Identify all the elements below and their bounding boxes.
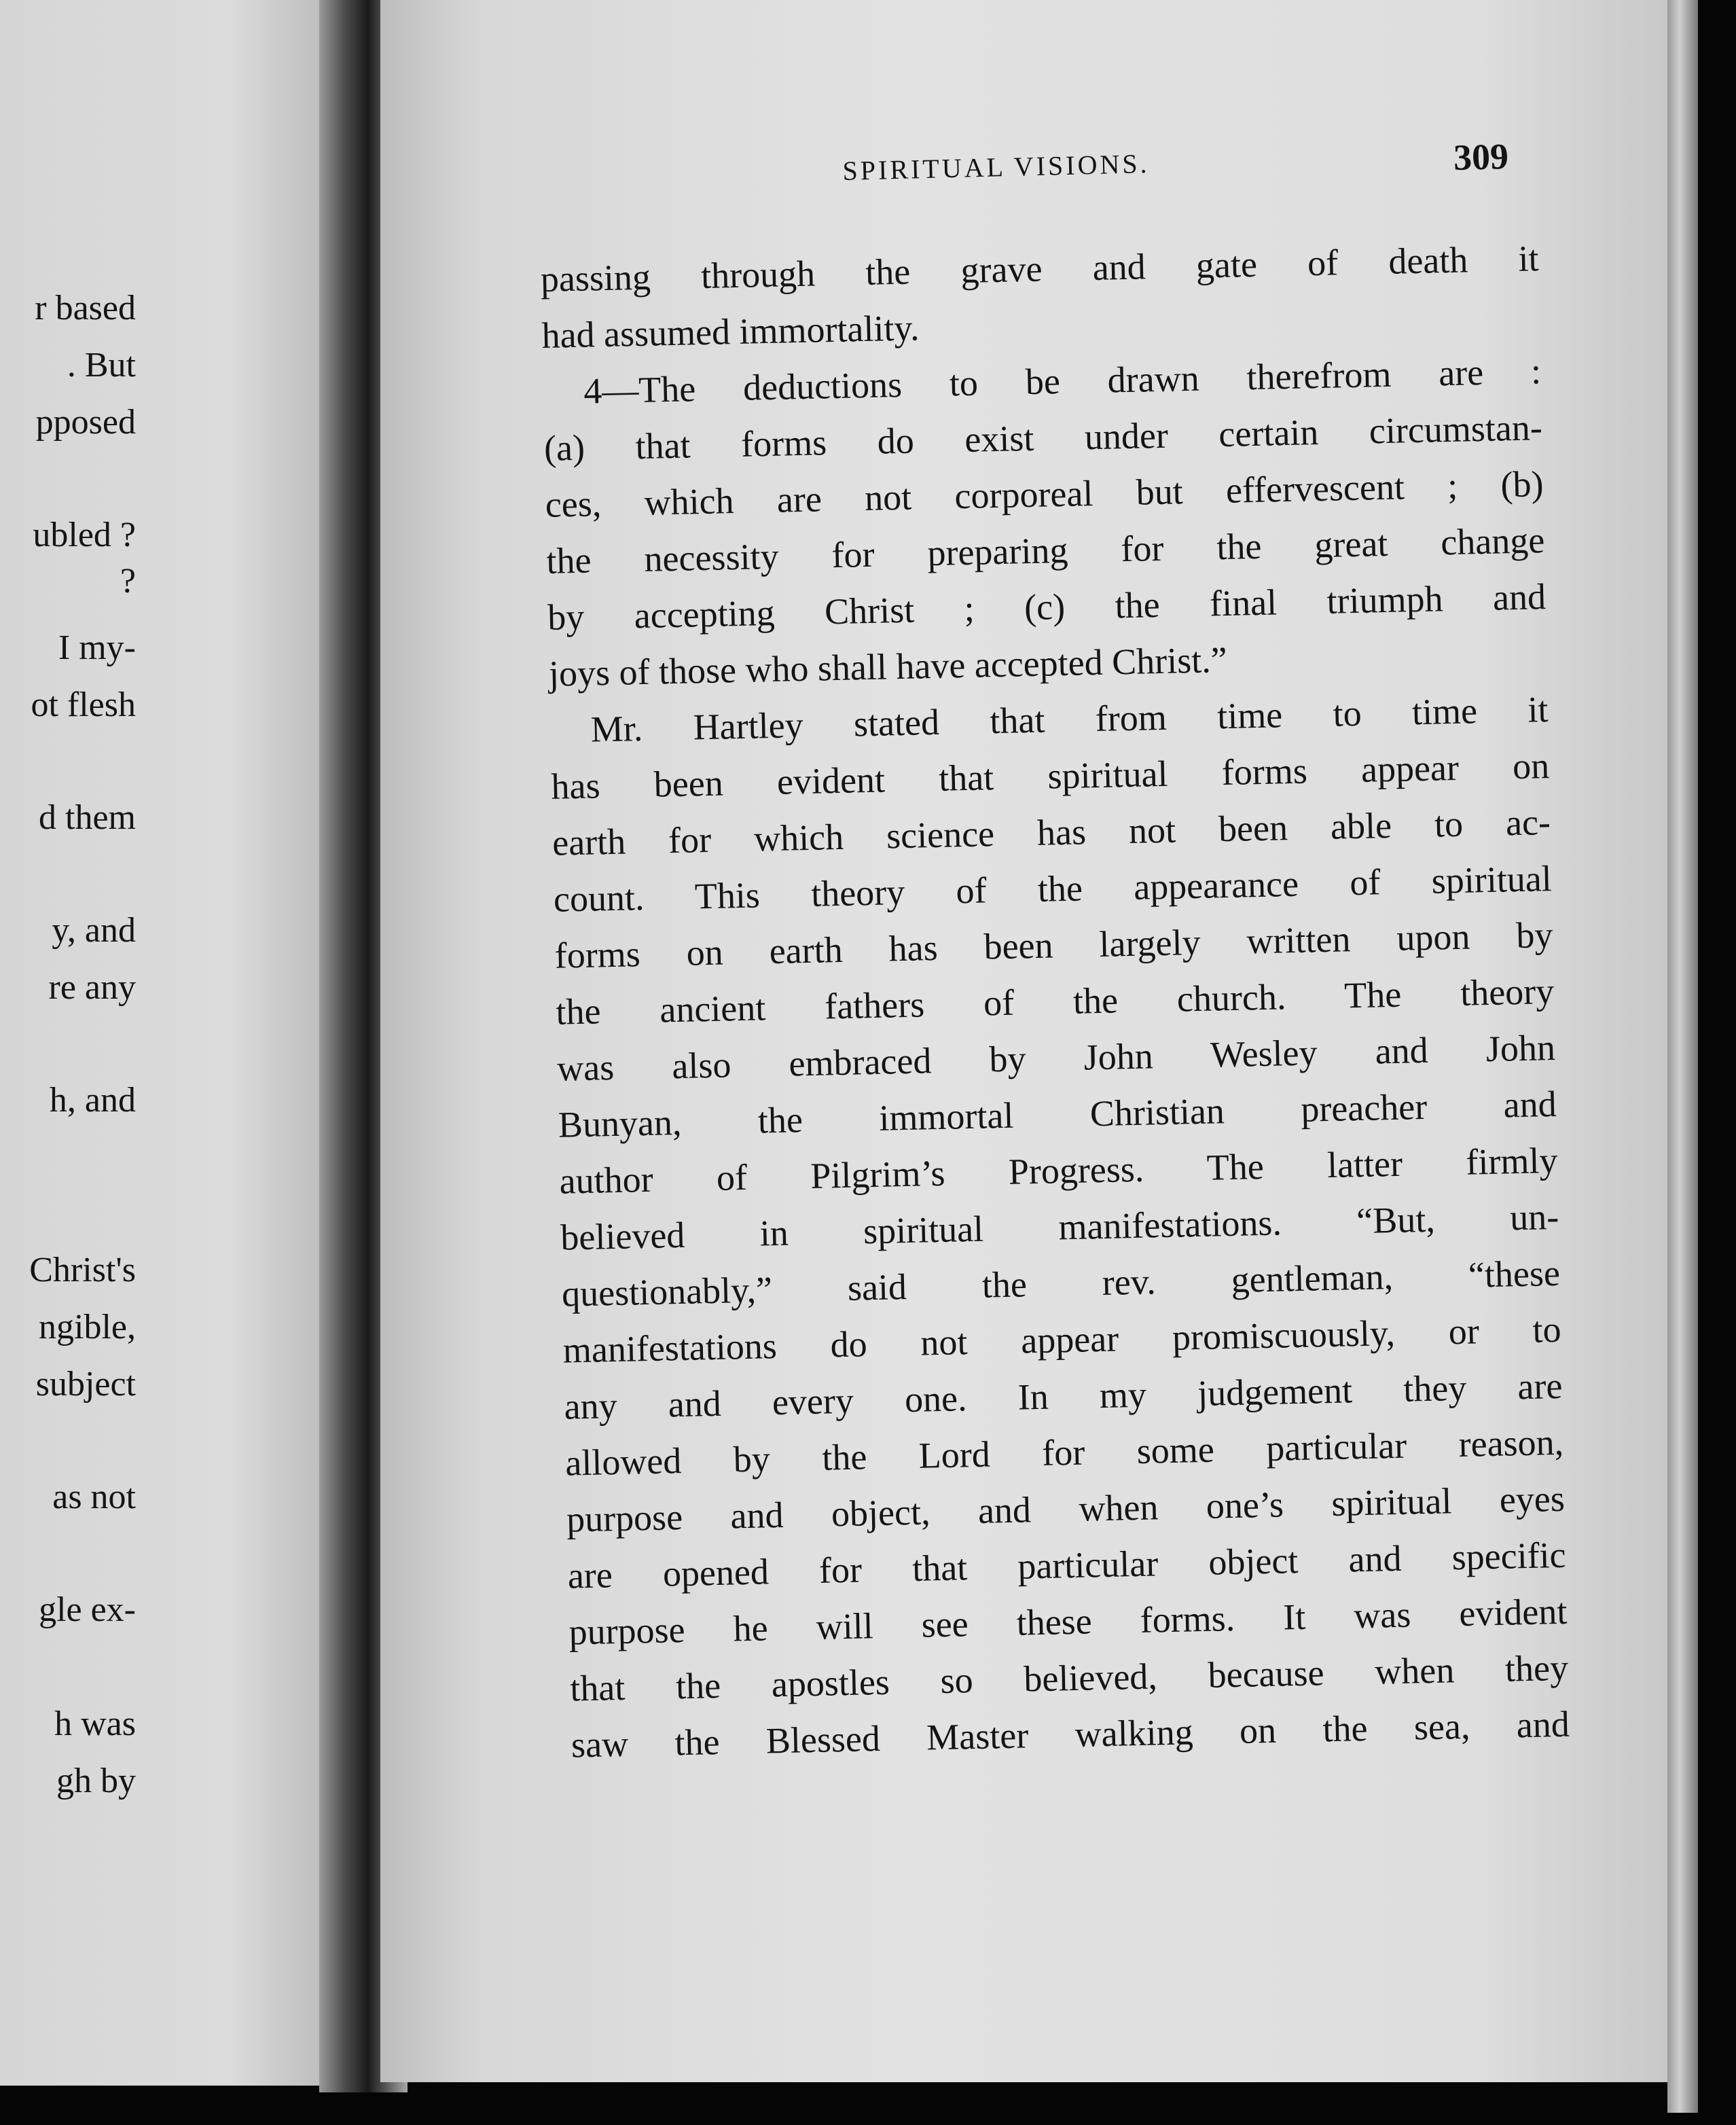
- left-fragment: d them: [39, 798, 136, 837]
- text-line: that the apostles so believed, because when they: [569, 1647, 1569, 1709]
- left-fragment: h was: [54, 1704, 136, 1743]
- text-line: was also embraced by John Wesley and John: [556, 1026, 1556, 1089]
- text-line: author of Pilgrim’s Progress. The latter firmly: [559, 1139, 1558, 1202]
- left-page-text: [0, 0, 136, 2086]
- text-line: saw the Blessed Master walking on the sea, and: [571, 1703, 1570, 1766]
- left-fragment: h, and: [49, 1081, 136, 1120]
- left-fragment: ngible,: [39, 1308, 136, 1346]
- text-line: had assumed immortality.: [541, 307, 920, 356]
- text-line: (a) that forms do exist under certain circumstan-: [543, 407, 1543, 469]
- page-body-text: [540, 230, 1570, 1773]
- text-line: 4—The deductions to be drawn therefrom are :: [583, 351, 1542, 412]
- text-line: forms on earth has been largely written upon by: [554, 914, 1554, 976]
- left-fragment: re any: [48, 968, 136, 1007]
- text-line: questionably,” said the rev. gentleman, “these: [561, 1252, 1561, 1315]
- text-line: by accepting Christ ; (c) the final triumph and: [547, 576, 1547, 638]
- text-line: ces, which are not corporeal but effervescent ; (b): [545, 463, 1544, 525]
- left-fragment: . But: [67, 346, 136, 385]
- text-line: Mr. Hartley stated that from time to time it: [590, 689, 1549, 750]
- left-fragment: pposed: [35, 403, 136, 442]
- text-line: passing through the grave and gate of death it: [540, 238, 1540, 300]
- text-line: count. This theory of the appearance of spiritual: [553, 858, 1553, 920]
- left-fragment: subject: [35, 1365, 136, 1404]
- page-edge: [1667, 0, 1698, 2113]
- running-head: SPIRITUAL VISIONS.: [842, 147, 1151, 186]
- left-fragment: y, and: [52, 911, 136, 950]
- page-number: 309: [1453, 136, 1509, 178]
- text-line: the necessity for preparing for the great change: [545, 520, 1545, 582]
- left-fragment: r based: [35, 289, 136, 327]
- text-line: believed in spiritual manifestations. “But, un-: [560, 1196, 1559, 1258]
- text-line: Bunyan, the immortal Christian preacher and: [558, 1083, 1557, 1145]
- text-line: purpose he will see these forms. It was evident: [568, 1590, 1568, 1653]
- left-fragment: ubled ?: [33, 516, 136, 554]
- left-fragment: as not: [52, 1478, 136, 1516]
- text-line: any and every one. In my judgement they are: [563, 1365, 1563, 1427]
- text-line: manifestations do not appear promiscuously, or to: [562, 1308, 1562, 1371]
- text-line: purpose and object, and when one’s spiritual eyes: [566, 1478, 1566, 1540]
- text-line: has been evident that spiritual forms appear on: [550, 745, 1550, 807]
- left-fragment: ot flesh: [31, 685, 136, 724]
- left-fragment: ?: [120, 562, 136, 601]
- left-fragment: gh by: [56, 1762, 136, 1800]
- left-fragment: Christ's: [29, 1251, 136, 1289]
- left-fragment: I my-: [58, 628, 136, 667]
- text-line: earth for which science has not been able to ac-: [551, 802, 1551, 863]
- text-line: the ancient fathers of the church. The theory: [555, 970, 1555, 1033]
- text-line: joys of those who shall have accepted Christ.”: [548, 639, 1228, 694]
- left-fragment: gle ex-: [39, 1590, 136, 1629]
- text-line: allowed by the Lord for some particular reason,: [564, 1421, 1564, 1484]
- text-line: are opened for that particular object and specific: [567, 1534, 1567, 1596]
